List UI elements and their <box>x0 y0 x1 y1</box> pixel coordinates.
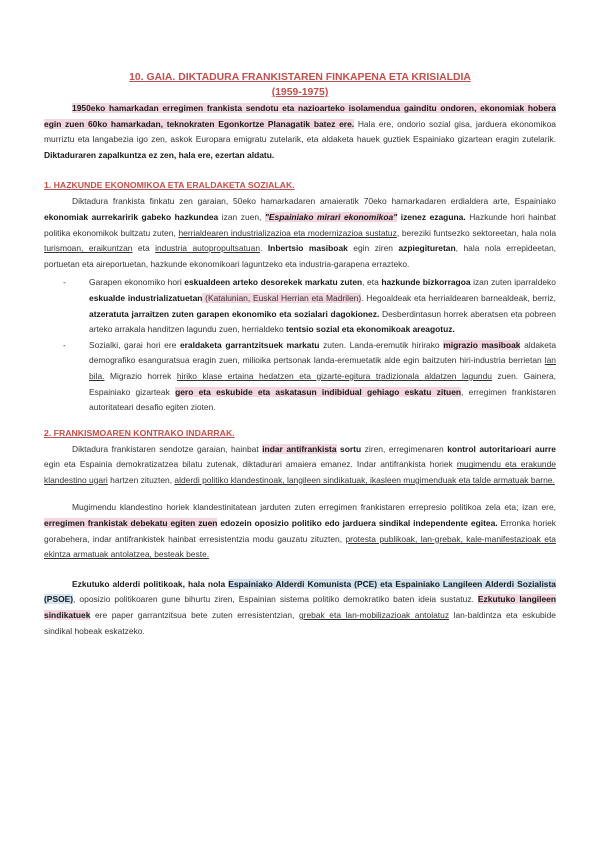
list-item <box>89 275 556 337</box>
section-2-paragraph-3 <box>44 577 556 639</box>
text-run: ziren, erregimenaren <box>361 443 448 454</box>
underline-run: hiriko klase ertaina hedatzen eta gizarte-egitura tradizionala aldatzen lagundu <box>176 370 492 381</box>
highlight-run: erregimen frankistak debekatu egiten zuen <box>44 518 218 529</box>
text-run: Diktadura frankista finkatu zen garaian, 50eko hamarkadaren amaieratik 70eko hamarkadaren erdialdera arte, Espainiako <box>72 196 556 207</box>
text-run: Hazkunde hori hainbat politika ekonomikok bultzatu zuten, <box>44 211 556 238</box>
text-run: lan-baldintza eta eskubide sindikal hobeak eskatzeko. <box>44 610 556 636</box>
underline-run: protesta publikoak, lan-grebak, kale-manifestazioak eta ekintza armatuak antolatzea, besteak beste. <box>44 533 556 560</box>
text-run: , hala nola errepideetan, portuetan eta aireportuetan, hazkunde ekonomikoari laguntzeko eta industria-garapena errazteko. <box>44 243 556 269</box>
section-1-paragraph <box>44 194 556 272</box>
text-run: egin ziren <box>347 243 399 254</box>
intro-highlight: 1950eko hamarkadan erregimen frankista sendotu eta nazioarteko isolamendua gainditu ondoren, ekonomiak hobera egin zuen 60ko hamarkadan, teknokraten Egonkortze Planagatik batez ere. <box>44 103 556 129</box>
bold-run: azpiegituretan <box>398 243 456 254</box>
text-run: , eta <box>362 277 382 288</box>
text-run: izan zuten iparraldeko <box>470 277 556 288</box>
text-run: . Hegoaldeak eta herrialdearen barnealdeak, berriz, <box>361 292 556 303</box>
text-run: Garapen ekonomiko hori <box>89 277 185 288</box>
paragraph-gap <box>44 488 556 500</box>
highlight-run: (Katalunian, Euskal Herrian eta Madrilen) <box>202 292 362 303</box>
section-2-paragraph-1 <box>44 442 556 489</box>
list-item <box>89 338 556 416</box>
text-run: Migrazio horrek <box>104 370 177 381</box>
text-run: ere paper garrantzitsua bete zuten erresistentzian, <box>90 610 299 621</box>
highlight-run: "Espainiako mirari ekonomikoa" <box>264 211 398 222</box>
bold-run: kontrol autoritarioari aurre <box>447 443 556 454</box>
section-2-paragraph-2 <box>44 500 556 562</box>
underline-run: herrialdearen industrializazioa eta modernizazioa sustatuz <box>178 227 397 238</box>
highlight-run: Ezkutuko langileen sindikatuek <box>44 594 557 621</box>
text-run: , bereziki funtsezko sektoreetan, hala nola <box>396 227 557 238</box>
text-run: eta <box>132 243 156 254</box>
text-run: aldaketa demografiko esanguratsua eragin zuen, milioika pertsonak landa-eremuetatik alde egin baitzuten hiri-industria berrietan <box>89 339 557 366</box>
bold-run: Inbertsio masiboak <box>267 243 348 254</box>
underline-run: industria autopropultsatuan <box>155 243 261 254</box>
section-1-heading: 1. HAZKUNDE EKONOMIKOA ETA ERALDAKETA SOZIALAK. <box>44 180 295 191</box>
highlight-run: gero eta eskubide eta askatasun indibidual gehiago eskatu zituen <box>175 386 462 397</box>
underline-run: turismoan, eraikuntzan <box>44 243 133 254</box>
text-run: , oposizio politikoaren gune bihurtu ziren, Espainian sistema politiko demokratiko baten ideia sustatuz. <box>73 594 478 605</box>
intro-paragraph <box>44 101 556 163</box>
underline-run: grebak eta lan-mobilizazioak antolatuz <box>298 610 450 621</box>
paragraph-gap <box>44 563 556 577</box>
text-run: . <box>260 243 268 254</box>
highlight-run: indar antifrankista <box>262 443 337 454</box>
section-1-bullet-list <box>44 275 556 415</box>
document-title <box>44 70 556 100</box>
text-run: hartzen zituzten, <box>107 474 175 485</box>
text-run: Sozialki, garai hori ere <box>89 339 180 350</box>
intro-text: Hala ere, ondorio sozial gisa, jarduera ekonomikoa murriztu eta langabezia igo zen, askok Europara emigratu zutelarik, eta aldaketa hauek guztiek Espainiako gizartean eragin zutelarik. <box>44 118 556 145</box>
underline-run: mugimendu eta erakunde klandestino ugari <box>44 459 556 485</box>
section-2-heading: 2. FRANKISMOAREN KONTRAKO INDARRAK. <box>44 427 235 438</box>
bold-run: izenez ezaguna. <box>397 211 466 222</box>
bold-run: edozein oposizio politiko edo jarduera sindikal independente egitea. <box>217 518 498 529</box>
title-line-2: (1959-1975) <box>271 87 329 98</box>
text-run: , erregimen frankistaren autoritateari desafio egiten zioten. <box>89 386 556 413</box>
bold-run: eraldaketa garrantzitsuek markatu <box>179 339 320 350</box>
text-run: zuen. Gainera, Espainiako gizarteak <box>89 370 556 397</box>
bold-run: Ezkutuko alderdi politikoak, hala nola <box>72 578 229 589</box>
text-run: Mugimendu klandestino horiek klandestinitatean jarduten zuten erregimen frankistaren errepresio politikoa zela eta; izan ere, <box>72 502 556 513</box>
bold-run: eskualde industrializatuetan <box>89 292 203 303</box>
intro-conclusion: Diktaduraren zapalkuntza ez zen, hala ere, ezertan aldatu. <box>44 149 275 160</box>
text-run: zuten. Landa-eremutik hirirako <box>319 339 444 350</box>
highlight-run: migrazio masiboak <box>443 339 521 350</box>
text-run: izan zuen, <box>218 211 265 222</box>
bold-run: eskualdeen arteko desorekek markatu zuten <box>184 277 363 288</box>
bold-run: ekonomiak aurrekaririk gabeko hazkundea <box>44 211 219 222</box>
underline-run: alderdi politiko klandestinoak, langileen sindikatuak, ikasleen mugimenduak eta talde armatuak barne. <box>174 474 555 485</box>
underline-run: lan bila. <box>89 355 556 381</box>
text-run: egin eta Espainia demokratizatzea bilatu zutenak, diktadurari amaiera emanez. Indar antifrankista horiek <box>44 459 457 470</box>
bold-run: sortu <box>336 443 362 454</box>
text-run: Erronka horiek gorabehera, indar antifrankistek hainbat erresistentzia modu gauzatu zituzten, <box>44 518 556 544</box>
text-run: Diktadura frankistaren sendotze garaian, hainbat <box>72 443 263 454</box>
blue-highlight-run: Espainiako Alderdi Komunista (PCE) eta Espainiako Langileen Alderdi Sozialista (PSOE) <box>44 578 556 605</box>
bold-run: tentsio sozial eta ekonomikoak areagotuz. <box>286 324 455 335</box>
title-line-1: 10. GAIA. DIKTADURA FRANKISTAREN FINKAPENA ETA KRISIALDIA <box>129 72 471 83</box>
bold-run: hazkunde bizkorragoa <box>381 277 471 288</box>
text-run: Desberdintasun horrek aberatsen eta pobreen arteko arrakala handitzen lagundu zuen, herrialdeko <box>89 308 556 335</box>
bold-run: atzeratuta jarraitzen zuten garapen ekonomiko eta sozialari dagokionez. <box>89 308 380 319</box>
